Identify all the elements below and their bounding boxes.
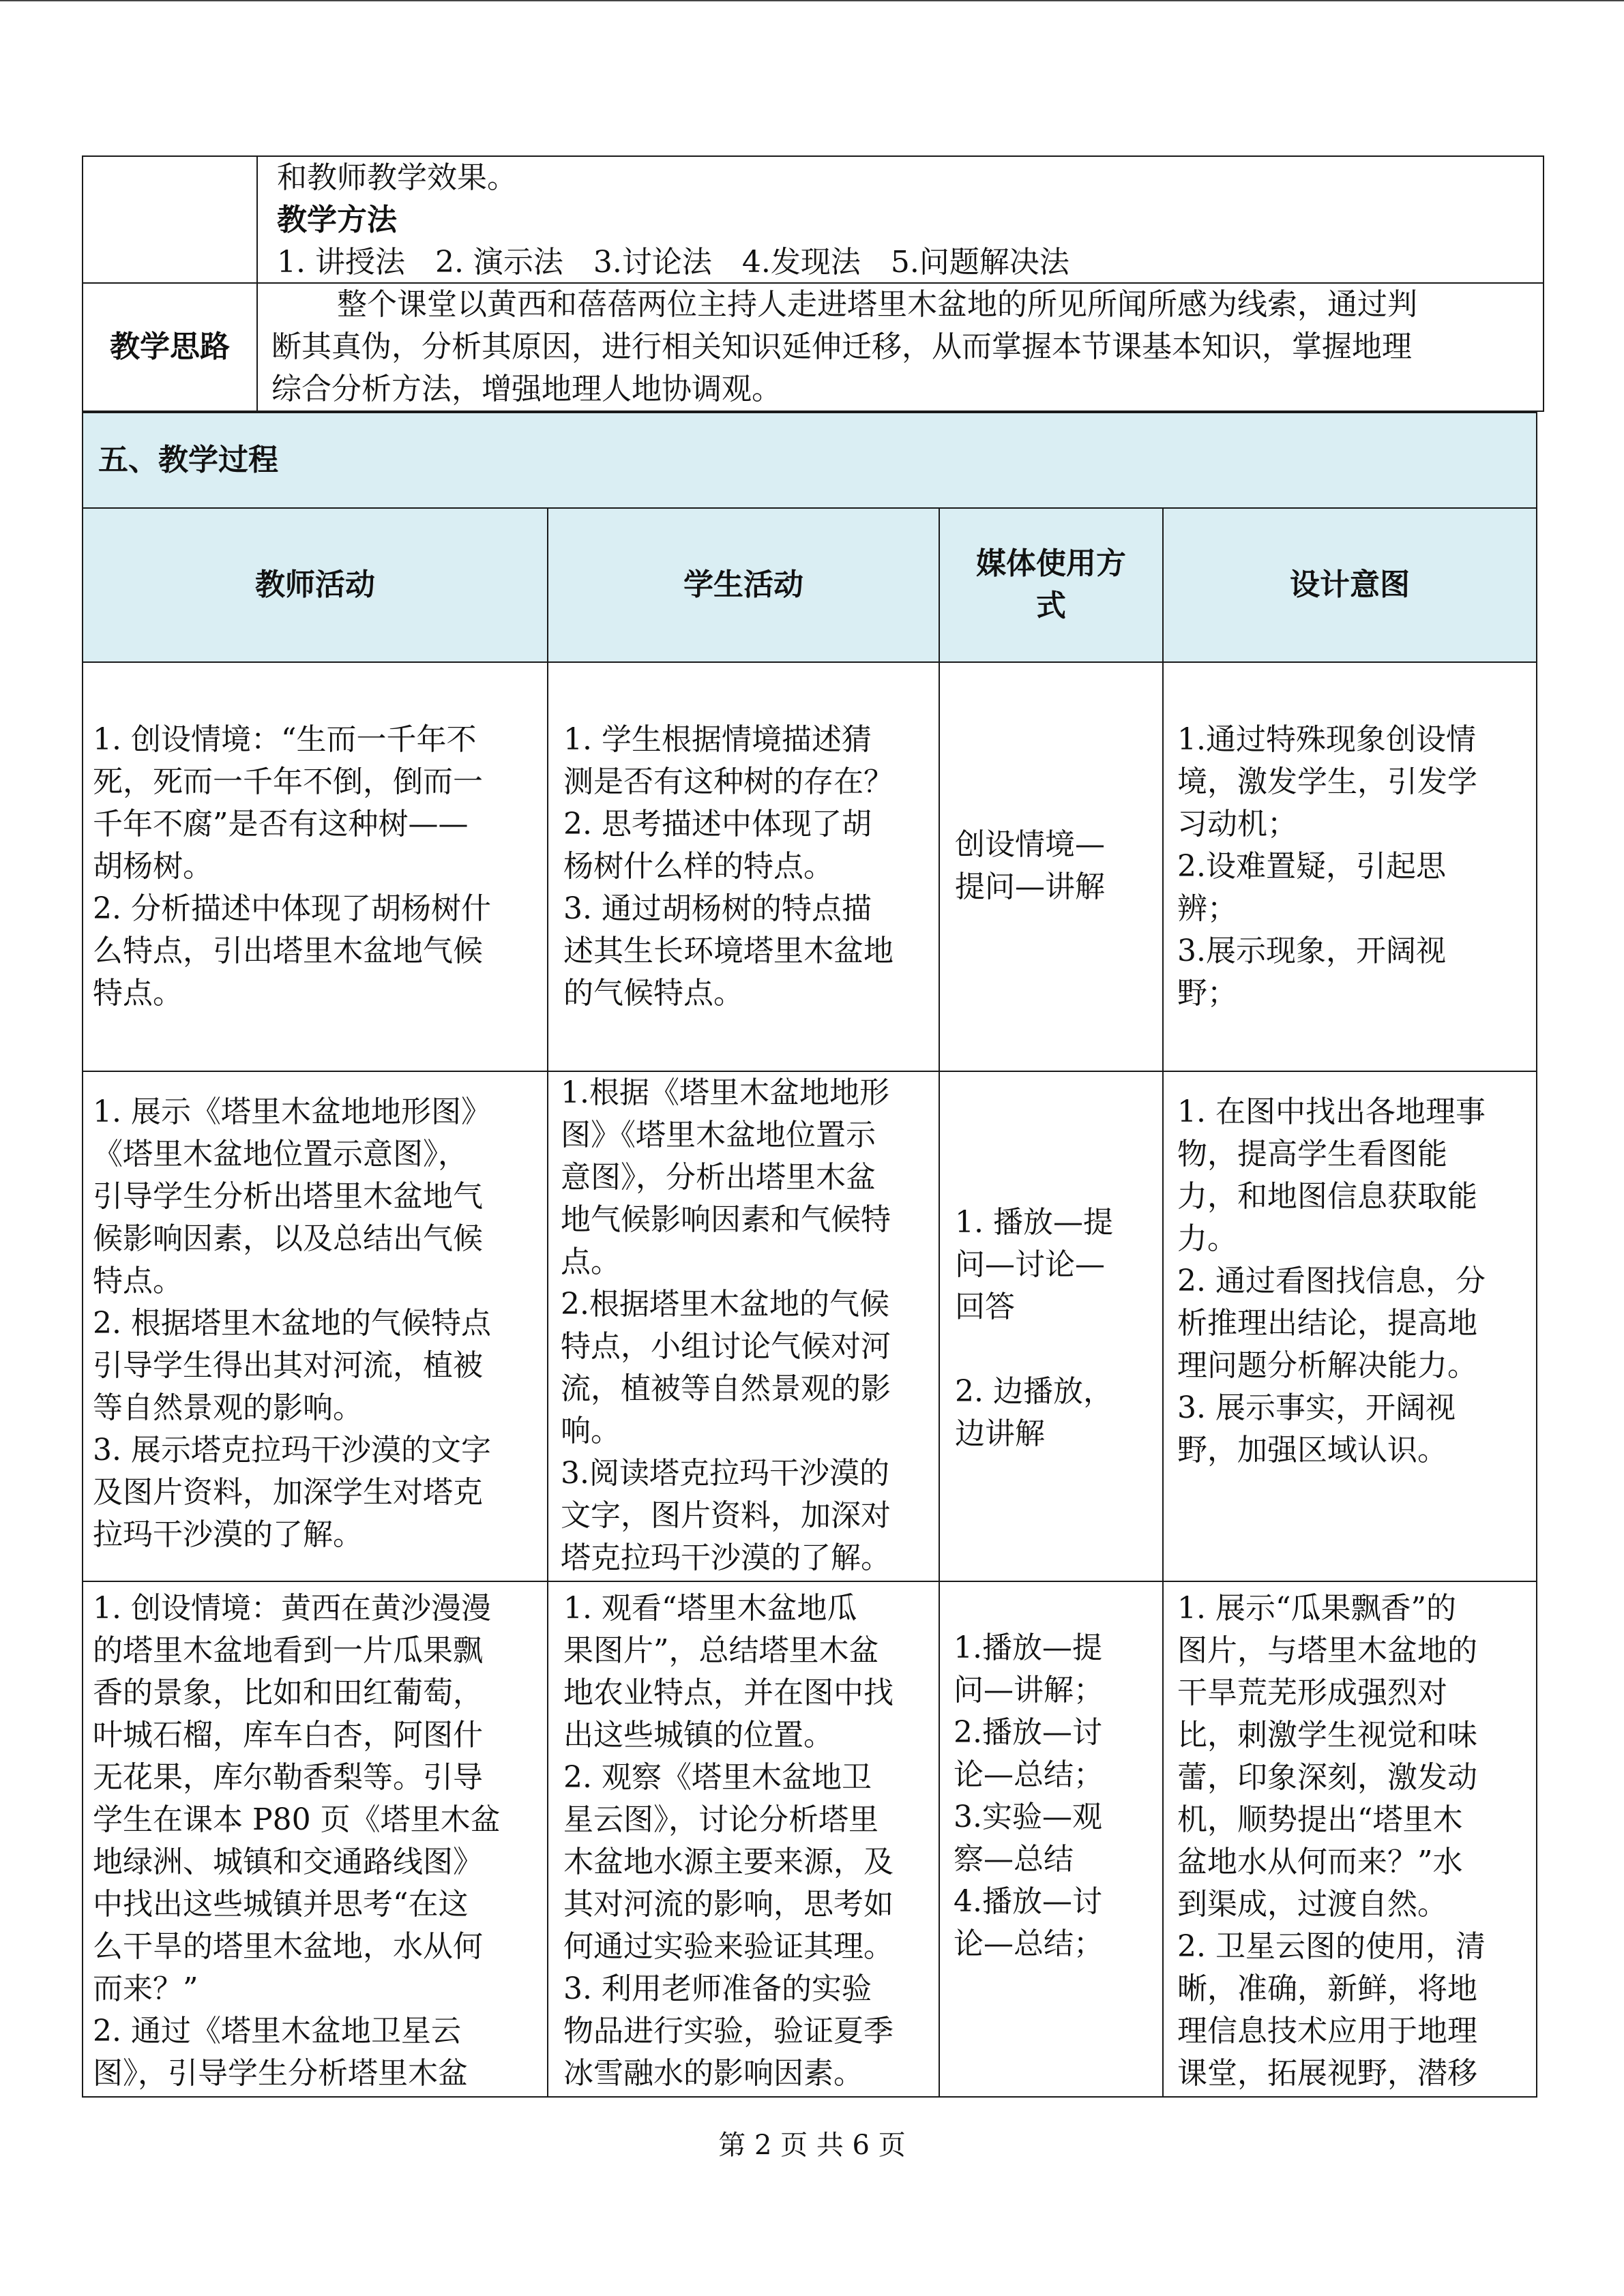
row2-teacher-line: 1. 展示《塔里木盆地地形图》 — [93, 1094, 491, 1129]
row1-teacher-cell — [82, 661, 548, 1072]
row3-media-line: 论—总结； — [954, 1926, 1104, 1961]
continued-text-line: 和教师教学效果。 — [277, 160, 517, 195]
row1-media-line: 创设情境— — [955, 827, 1105, 862]
row3-media-line: 察—总结 — [954, 1842, 1074, 1877]
row3-design-line: 比，刺激学生视觉和味 — [1177, 1718, 1477, 1753]
row3-design-cell — [1162, 1581, 1537, 2098]
row3-media-line: 2.播放—讨 — [954, 1715, 1102, 1750]
page-top-border — [0, 0, 1624, 1]
row1-design-line: 境，激发学生，引发学 — [1177, 764, 1477, 799]
row3-design-line: 机，顺势提出“塔里木 — [1177, 1802, 1463, 1837]
teaching-thinking-label: 教学思路 — [110, 329, 230, 364]
teaching-thinking-label-cell — [82, 282, 258, 412]
header-design-intent: 设计意图 — [1162, 507, 1537, 663]
row1-student-line: 1. 学生根据情境描述猜 — [563, 722, 872, 757]
row3-design-line: 干旱荒芜形成强烈对 — [1177, 1675, 1447, 1710]
row3-teacher-line: 学生在课本 P80 页《塔里木盆 — [93, 1802, 501, 1837]
row2-media-line: 边讲解 — [955, 1416, 1045, 1451]
row3-student-line: 出这些城镇的位置。 — [563, 1718, 833, 1753]
row3-teacher-line: 中找出这些城镇并思考“在这 — [93, 1887, 469, 1922]
thinking-line: 综合分析方法，增强地理人地协调观。 — [271, 372, 782, 406]
row2-teacher-line: 引导学生分析出塔里木盆地气 — [93, 1179, 483, 1214]
row2-student-cell — [547, 1071, 940, 1582]
row3-student-line: 星云图》，讨论分析塔里 — [563, 1802, 879, 1837]
row2-student-line: 2.根据塔里木盆地的气候 — [561, 1287, 889, 1322]
row2-media-cell — [939, 1071, 1164, 1582]
row3-design-line: 盆地水从何而来？”水 — [1177, 1845, 1463, 1879]
row3-student-line: 1. 观看“塔里木盆地瓜 — [563, 1591, 857, 1626]
page-number-footer: 第 2 页 共 6 页 — [718, 2130, 906, 2161]
row2-student-line: 响。 — [561, 1414, 621, 1448]
row3-design-line: 1. 展示“瓜果飘香”的 — [1177, 1591, 1456, 1626]
row3-design-line: 到渠成，过渡自然。 — [1177, 1887, 1447, 1922]
row3-student-line: 其对河流的影响，思考如 — [563, 1887, 894, 1922]
row3-media-line: 1.播放—提 — [954, 1630, 1102, 1665]
row1-design-line: 1.通过特殊现象创设情 — [1177, 722, 1476, 757]
row2-media-line — [955, 1328, 1153, 1371]
header-student-activity: 学生活动 — [547, 507, 940, 663]
row3-teacher-line: 2. 通过《塔里木盆地卫星云 — [93, 2014, 461, 2048]
row2-design-line: 1. 在图中找出各地理事 — [1177, 1094, 1486, 1129]
row3-student-line: 物品进行实验，验证夏季 — [563, 2014, 894, 2048]
row1-student-cell — [547, 661, 940, 1072]
row1-student-line: 的气候特点。 — [563, 976, 743, 1011]
row1-design-line: 习动机； — [1177, 807, 1297, 841]
row1-student-line: 2. 思考描述中体现了胡 — [563, 807, 872, 841]
row3-media-line: 论—总结； — [954, 1757, 1104, 1792]
row1-teacher-line: 胡杨树。 — [93, 849, 213, 884]
row2-media-line: 1. 播放—提 — [955, 1205, 1113, 1240]
row2-student-line: 地气候影响因素和气候特 — [561, 1202, 891, 1237]
thinking-line: 整个课堂以黄西和蓓蓓两位主持人走进塔里木盆地的所见所闻所感为线索，通过判 — [337, 287, 1417, 322]
header-media-usage: 媒体使用方 式 — [939, 507, 1164, 663]
row3-teacher-line: 而来？” — [93, 1971, 198, 2006]
row2-student-line: 图》《塔里木盆地位置示 — [561, 1118, 876, 1152]
row2-teacher-line: 引导学生得出其对河流，植被 — [93, 1348, 483, 1383]
row3-design-line: 课堂，拓展视野，潜移 — [1177, 2056, 1477, 2091]
row1-teacher-line: 1. 创设情境：“生而一千年不 — [93, 722, 477, 757]
row3-teacher-line: 香的景象，比如和田红葡萄， — [93, 1675, 483, 1710]
row1-design-line: 2.设难置疑，引起思 — [1177, 849, 1446, 884]
row1-media-line: 提问—讲解 — [955, 869, 1105, 904]
row3-teacher-line: 1. 创设情境：黄西在黄沙漫漫 — [93, 1591, 491, 1626]
row3-teacher-line: 图》，引导学生分析塔里木盆 — [93, 2056, 468, 2091]
row3-design-line: 图片，与塔里木盆地的 — [1177, 1633, 1477, 1668]
row2-student-line: 点。 — [561, 1244, 621, 1279]
row3-media-line: 3.实验—观 — [954, 1800, 1102, 1834]
teaching-thinking-content-cell — [256, 282, 1544, 412]
row2-teacher-line: 等自然景观的影响。 — [93, 1390, 363, 1425]
row1-student-line: 3. 通过胡杨树的特点描 — [563, 891, 872, 926]
row2-student-line: 意图》，分析出塔里木盆 — [561, 1160, 876, 1195]
row3-student-line: 木盆地水源主要来源，及 — [563, 1845, 894, 1879]
section-title-cell — [82, 412, 1537, 509]
row2-student-line: 流，植被等自然景观的影 — [561, 1371, 891, 1406]
row2-teacher-cell — [82, 1071, 548, 1582]
row2-design-line: 力。 — [1177, 1221, 1237, 1256]
row1-design-line: 野； — [1177, 976, 1237, 1011]
row2-design-line: 力，和地图信息获取能 — [1177, 1179, 1477, 1214]
row3-student-line: 2. 观察《塔里木盆地卫 — [563, 1760, 872, 1795]
row2-student-line: 3.阅读塔克拉玛干沙漠的 — [561, 1456, 889, 1491]
row3-student-line: 冰雪融水的影响因素。 — [563, 2056, 863, 2091]
teaching-methods-list: 1. 讲授法 2. 演示法 3.讨论法 4.发现法 5.问题解决法 — [277, 245, 1069, 280]
row2-design-line: 2. 通过看图找信息，分 — [1177, 1264, 1486, 1298]
row3-teacher-line: 无花果，库尔勒香梨等。引导 — [93, 1760, 483, 1795]
row3-student-line: 果图片”，总结塔里木盆 — [563, 1633, 879, 1668]
row2-student-line: 1.根据《塔里木盆地地形 — [561, 1075, 889, 1110]
row2-teacher-line: 拉玛干沙漠的了解。 — [93, 1517, 363, 1552]
thinking-line: 断其真伪，分析其原因，进行相关知识延伸迁移，从而掌握本节课基本知识，掌握地理 — [271, 329, 1412, 364]
row2-media-line: 回答 — [955, 1289, 1015, 1324]
row1-teacher-line: 2. 分析描述中体现了胡杨树什 — [93, 891, 491, 926]
row1-design-line: 辨； — [1177, 891, 1237, 926]
row3-teacher-line: 地绿洲、城镇和交通路线图》 — [93, 1845, 483, 1879]
continued-row-label-cell — [82, 155, 258, 284]
row3-teacher-line: 叶城石榴，库车白杏，阿图什 — [93, 1718, 483, 1753]
row2-teacher-line: 2. 根据塔里木盆地的气候特点 — [93, 1306, 491, 1341]
row1-teacher-line: 千年不腐”是否有这种树—— — [93, 807, 469, 841]
row1-student-line: 述其生长环境塔里木盆地 — [563, 934, 894, 968]
row3-design-line: 2. 卫星云图的使用，清 — [1177, 1929, 1486, 1964]
row2-design-line: 3. 展示事实，开阔视 — [1177, 1390, 1456, 1425]
row3-student-cell — [547, 1581, 940, 2098]
row1-student-line: 杨树什么样的特点。 — [563, 849, 833, 884]
row3-media-line: 4.播放—讨 — [954, 1884, 1102, 1919]
row3-student-line: 地农业特点，并在图中找 — [563, 1675, 894, 1710]
row3-design-line: 晰，准确，新鲜，将地 — [1177, 1971, 1477, 2006]
section-title: 五、教学过程 — [98, 443, 278, 477]
header-teacher-activity: 教师活动 — [82, 507, 548, 663]
row2-teacher-line: 3. 展示塔克拉玛干沙漠的文字 — [93, 1433, 491, 1467]
row2-student-line: 特点，小组讨论气候对河 — [561, 1329, 891, 1364]
row2-media-line: 2. 边播放， — [955, 1374, 1113, 1409]
teaching-method-title: 教学方法 — [277, 203, 397, 237]
row3-teacher-cell — [82, 1581, 548, 2098]
row2-teacher-line: 及图片资料，加深学生对塔克 — [93, 1475, 483, 1510]
row2-design-line: 物，提高学生看图能 — [1177, 1137, 1447, 1172]
row2-student-line: 塔克拉玛干沙漠的了解。 — [561, 1540, 891, 1575]
row1-teacher-line: 特点。 — [93, 976, 183, 1011]
row2-design-line: 理问题分析解决能力。 — [1177, 1348, 1477, 1383]
row1-design-cell — [1162, 661, 1537, 1072]
row3-student-line: 何通过实验来验证其理。 — [563, 1929, 894, 1964]
row2-media-line: 问—讨论— — [955, 1247, 1105, 1282]
row3-media-cell — [939, 1581, 1164, 2098]
row3-student-line: 3. 利用老师准备的实验 — [563, 1971, 872, 2006]
continued-row-content-cell — [256, 155, 1544, 284]
row1-design-line: 3.展示现象，开阔视 — [1177, 934, 1446, 968]
row2-teacher-line: 《塔里木盆地位置示意图》， — [93, 1137, 468, 1172]
row2-design-cell — [1162, 1071, 1537, 1582]
row1-teacher-line: 么特点，引出塔里木盆地气候 — [93, 934, 483, 968]
row3-design-line: 蕾，印象深刻，激发动 — [1177, 1760, 1477, 1795]
row2-design-line: 野，加强区域认识。 — [1177, 1433, 1447, 1467]
row1-teacher-line: 死，死而一千年不倒，倒而一 — [93, 764, 483, 799]
row2-teacher-line: 特点。 — [93, 1264, 183, 1298]
row1-student-line: 测是否有这种树的存在？ — [563, 764, 894, 799]
row1-media-cell — [939, 661, 1164, 1072]
row2-design-line: 析推理出结论，提高地 — [1177, 1306, 1477, 1341]
row3-teacher-line: 的塔里木盆地看到一片瓜果飘 — [93, 1633, 483, 1668]
row2-teacher-line: 候影响因素，以及总结出气候 — [93, 1221, 483, 1256]
row3-teacher-line: 么干旱的塔里木盆地，水从何 — [93, 1929, 483, 1964]
row3-design-line: 理信息技术应用于地理 — [1177, 2014, 1477, 2048]
row3-media-line: 问—讲解； — [954, 1673, 1104, 1708]
row2-student-line: 文字，图片资料，加深对 — [561, 1498, 891, 1533]
